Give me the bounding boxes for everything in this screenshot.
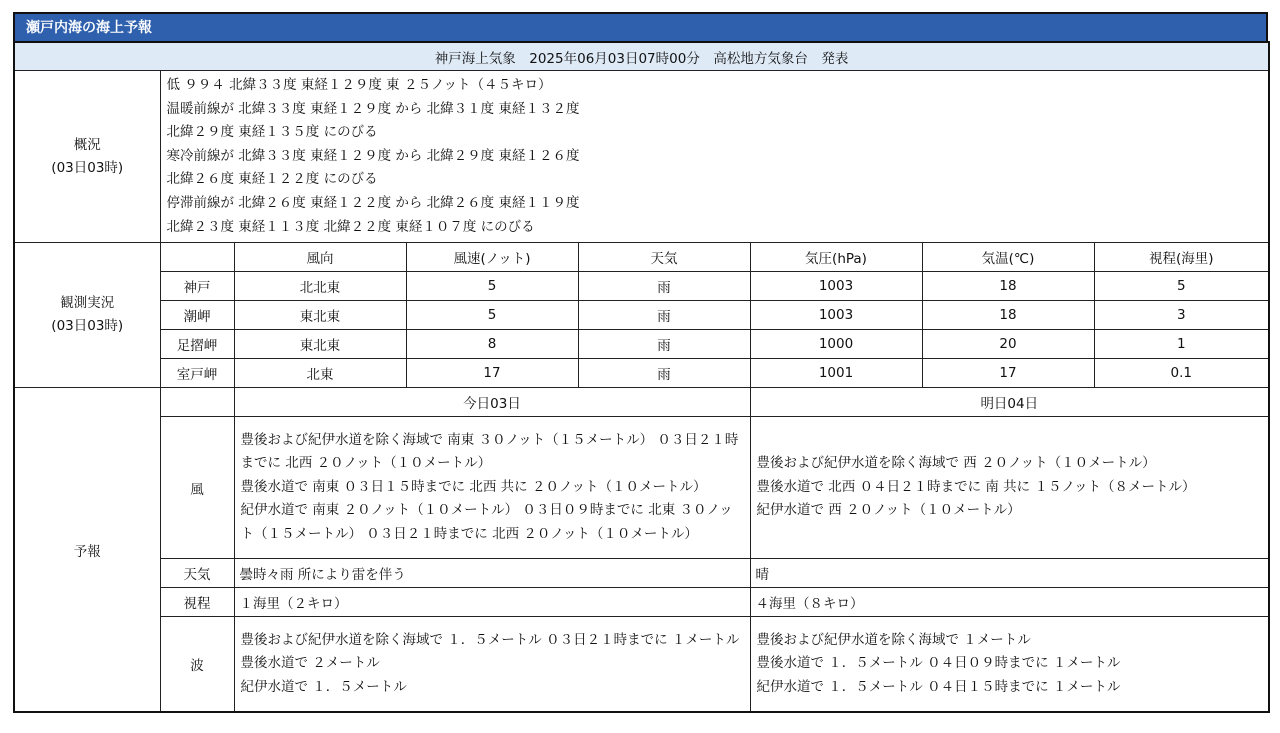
table-row: [14, 359, 1269, 388]
forecast-tomorrow-header: 明日04日: [750, 388, 1269, 417]
observation-header-row: [14, 243, 1269, 272]
obs-cell: 雨: [578, 359, 750, 388]
obs-cell: 20: [922, 330, 1094, 359]
wave-today-line: 豊後水道で ２メートル: [240, 655, 380, 672]
forecast-header-blank: [160, 388, 234, 417]
weather-today: 曇時々雨 所により雷を伴う: [234, 559, 750, 588]
obs-cell: 18: [922, 272, 1094, 301]
obs-cell: 18: [922, 301, 1094, 330]
obs-cell: 17: [922, 359, 1094, 388]
wave-tomorrow: [750, 617, 1269, 713]
overview-label: 概況: [73, 136, 101, 153]
obs-cell: 東北東: [234, 301, 406, 330]
overview-line: 停滞前線が 北緯２６度 東経１２２度 から 北緯２６度 東経１１９度: [166, 194, 580, 211]
table-row: [14, 301, 1269, 330]
issued-info: 神戸海上気象 2025年06月03日07時00分 高松地方気象台 発表: [14, 42, 1269, 71]
obs-cell: 17: [406, 359, 578, 388]
wave-today-line: 紀伊水道で １．５メートル: [240, 678, 407, 695]
overview-line: 低 ９９４ 北緯３３度 東経１２９度 東 ２５ノット（４５キロ）: [166, 77, 552, 93]
issued-row: [14, 42, 1269, 71]
wind-today: [234, 417, 750, 559]
overview-line: 北緯２３度 東経１１３度 北緯２２度 東経１０７度 にのびる: [166, 218, 535, 235]
obs-cell: 1003: [750, 301, 922, 330]
forecast-header-row: [14, 388, 1269, 417]
weather-tomorrow: 晴: [750, 559, 1269, 588]
obs-cell: 雨: [578, 301, 750, 330]
station-name: 潮岬: [160, 301, 234, 330]
column-header: 風速(ノット): [406, 243, 578, 272]
obs-cell: 雨: [578, 272, 750, 301]
wind-today-line: 豊後水道で 南東 ０３日１５時までに 北西 共に ２０ノット（１０メートル）: [240, 478, 707, 495]
obs-cell: 1001: [750, 359, 922, 388]
column-header: 天気: [578, 243, 750, 272]
wind-tomorrow-line: 紀伊水道で 西 ２０ノット（１０メートル）: [756, 502, 1021, 519]
forecast-wave-row: [14, 617, 1269, 713]
forecast-visibility-row: [14, 588, 1269, 617]
column-header: 気圧(hPa): [750, 243, 922, 272]
obs-cell: 1003: [750, 272, 922, 301]
wind-today-line: 豊後および紀伊水道を除く海域で 南東 ３０ノット（１５メートル） ０３日２１時までに 北西 ２０ノット（１０メートル）: [240, 431, 739, 472]
obs-cell: 雨: [578, 330, 750, 359]
station-name: 足摺岬: [160, 330, 234, 359]
forecast-label: 予報: [14, 388, 160, 713]
obs-cell: 1000: [750, 330, 922, 359]
overview-time: (03日03時): [51, 159, 124, 176]
obs-cell: 5: [406, 301, 578, 330]
obs-cell: 8: [406, 330, 578, 359]
overview-line: 寒冷前線が 北緯３３度 東経１２９度 から 北緯２９度 東経１２６度: [166, 147, 580, 164]
obs-cell: 3: [1094, 301, 1269, 330]
overview-row: [14, 71, 1269, 243]
obs-cell: 5: [1094, 272, 1269, 301]
station-name: 神戸: [160, 272, 234, 301]
forecast-wind-row: [14, 417, 1269, 559]
wave-tomorrow-line: 豊後および紀伊水道を除く海域で １メートル: [756, 631, 1031, 648]
table-row: [14, 272, 1269, 301]
observation-time: (03日03時): [51, 318, 124, 335]
forecast-today-header: 今日03日: [234, 388, 750, 417]
obs-cell: 5: [406, 272, 578, 301]
obs-cell: 東北東: [234, 330, 406, 359]
page-title: 瀬戸内海の海上予報: [13, 12, 1268, 41]
wind-today-line: 紀伊水道で 南東 ２０ノット（１０メートル） ０３日０９時までに 北東 ３０ノット（１５メートル） ０３日２１時までに 北西 ２０ノット（１０メートル）: [240, 502, 733, 543]
forecast-weather-row: [14, 559, 1269, 588]
wind-tomorrow: [750, 417, 1269, 559]
observation-label-cell: [14, 243, 160, 388]
wind-tomorrow-line: 豊後水道で 北西 ０４日２１時までに 南 共に １５ノット（８メートル）: [756, 478, 1196, 495]
forecast-frame: [13, 12, 1268, 713]
wave-today-line: 豊後および紀伊水道を除く海域で １．５メートル ０３日２１時までに １メートル: [240, 631, 740, 648]
obs-cell: 1: [1094, 330, 1269, 359]
obs-cell: 北北東: [234, 272, 406, 301]
overview-line: 北緯２９度 東経１３５度 にのびる: [166, 124, 378, 141]
column-header: 視程(海里): [1094, 243, 1269, 272]
obs-cell: 北東: [234, 359, 406, 388]
table-row: [14, 330, 1269, 359]
forecast-table: [13, 41, 1270, 713]
wind-tomorrow-line: 豊後および紀伊水道を除く海域で 西 ２０ノット（１０メートル）: [756, 455, 1156, 472]
visibility-label: 視程: [160, 588, 234, 617]
wave-tomorrow-line: 紀伊水道で １．５メートル ０４日１５時までに １メートル: [756, 678, 1121, 695]
column-header: 風向: [234, 243, 406, 272]
overview-line: 北緯２６度 東経１２２度 にのびる: [166, 171, 378, 188]
weather-label: 天気: [160, 559, 234, 588]
wave-tomorrow-line: 豊後水道で １．５メートル ０４日０９時までに １メートル: [756, 655, 1121, 672]
obs-cell: 0.1: [1094, 359, 1269, 388]
visibility-tomorrow: ４海里（８キロ）: [750, 588, 1269, 617]
station-name: 室戸岬: [160, 359, 234, 388]
observation-label: 観測実況: [60, 295, 115, 312]
overview-text: [160, 71, 1269, 243]
column-header: 気温(℃): [922, 243, 1094, 272]
visibility-today: １海里（２キロ）: [234, 588, 750, 617]
overview-line: 温暖前線が 北緯３３度 東経１２９度 から 北緯３１度 東経１３２度: [166, 100, 580, 117]
wind-label: 風: [160, 417, 234, 559]
wave-label: 波: [160, 617, 234, 713]
overview-label-cell: [14, 71, 160, 243]
wave-today: [234, 617, 750, 713]
station-header-blank: [160, 243, 234, 272]
